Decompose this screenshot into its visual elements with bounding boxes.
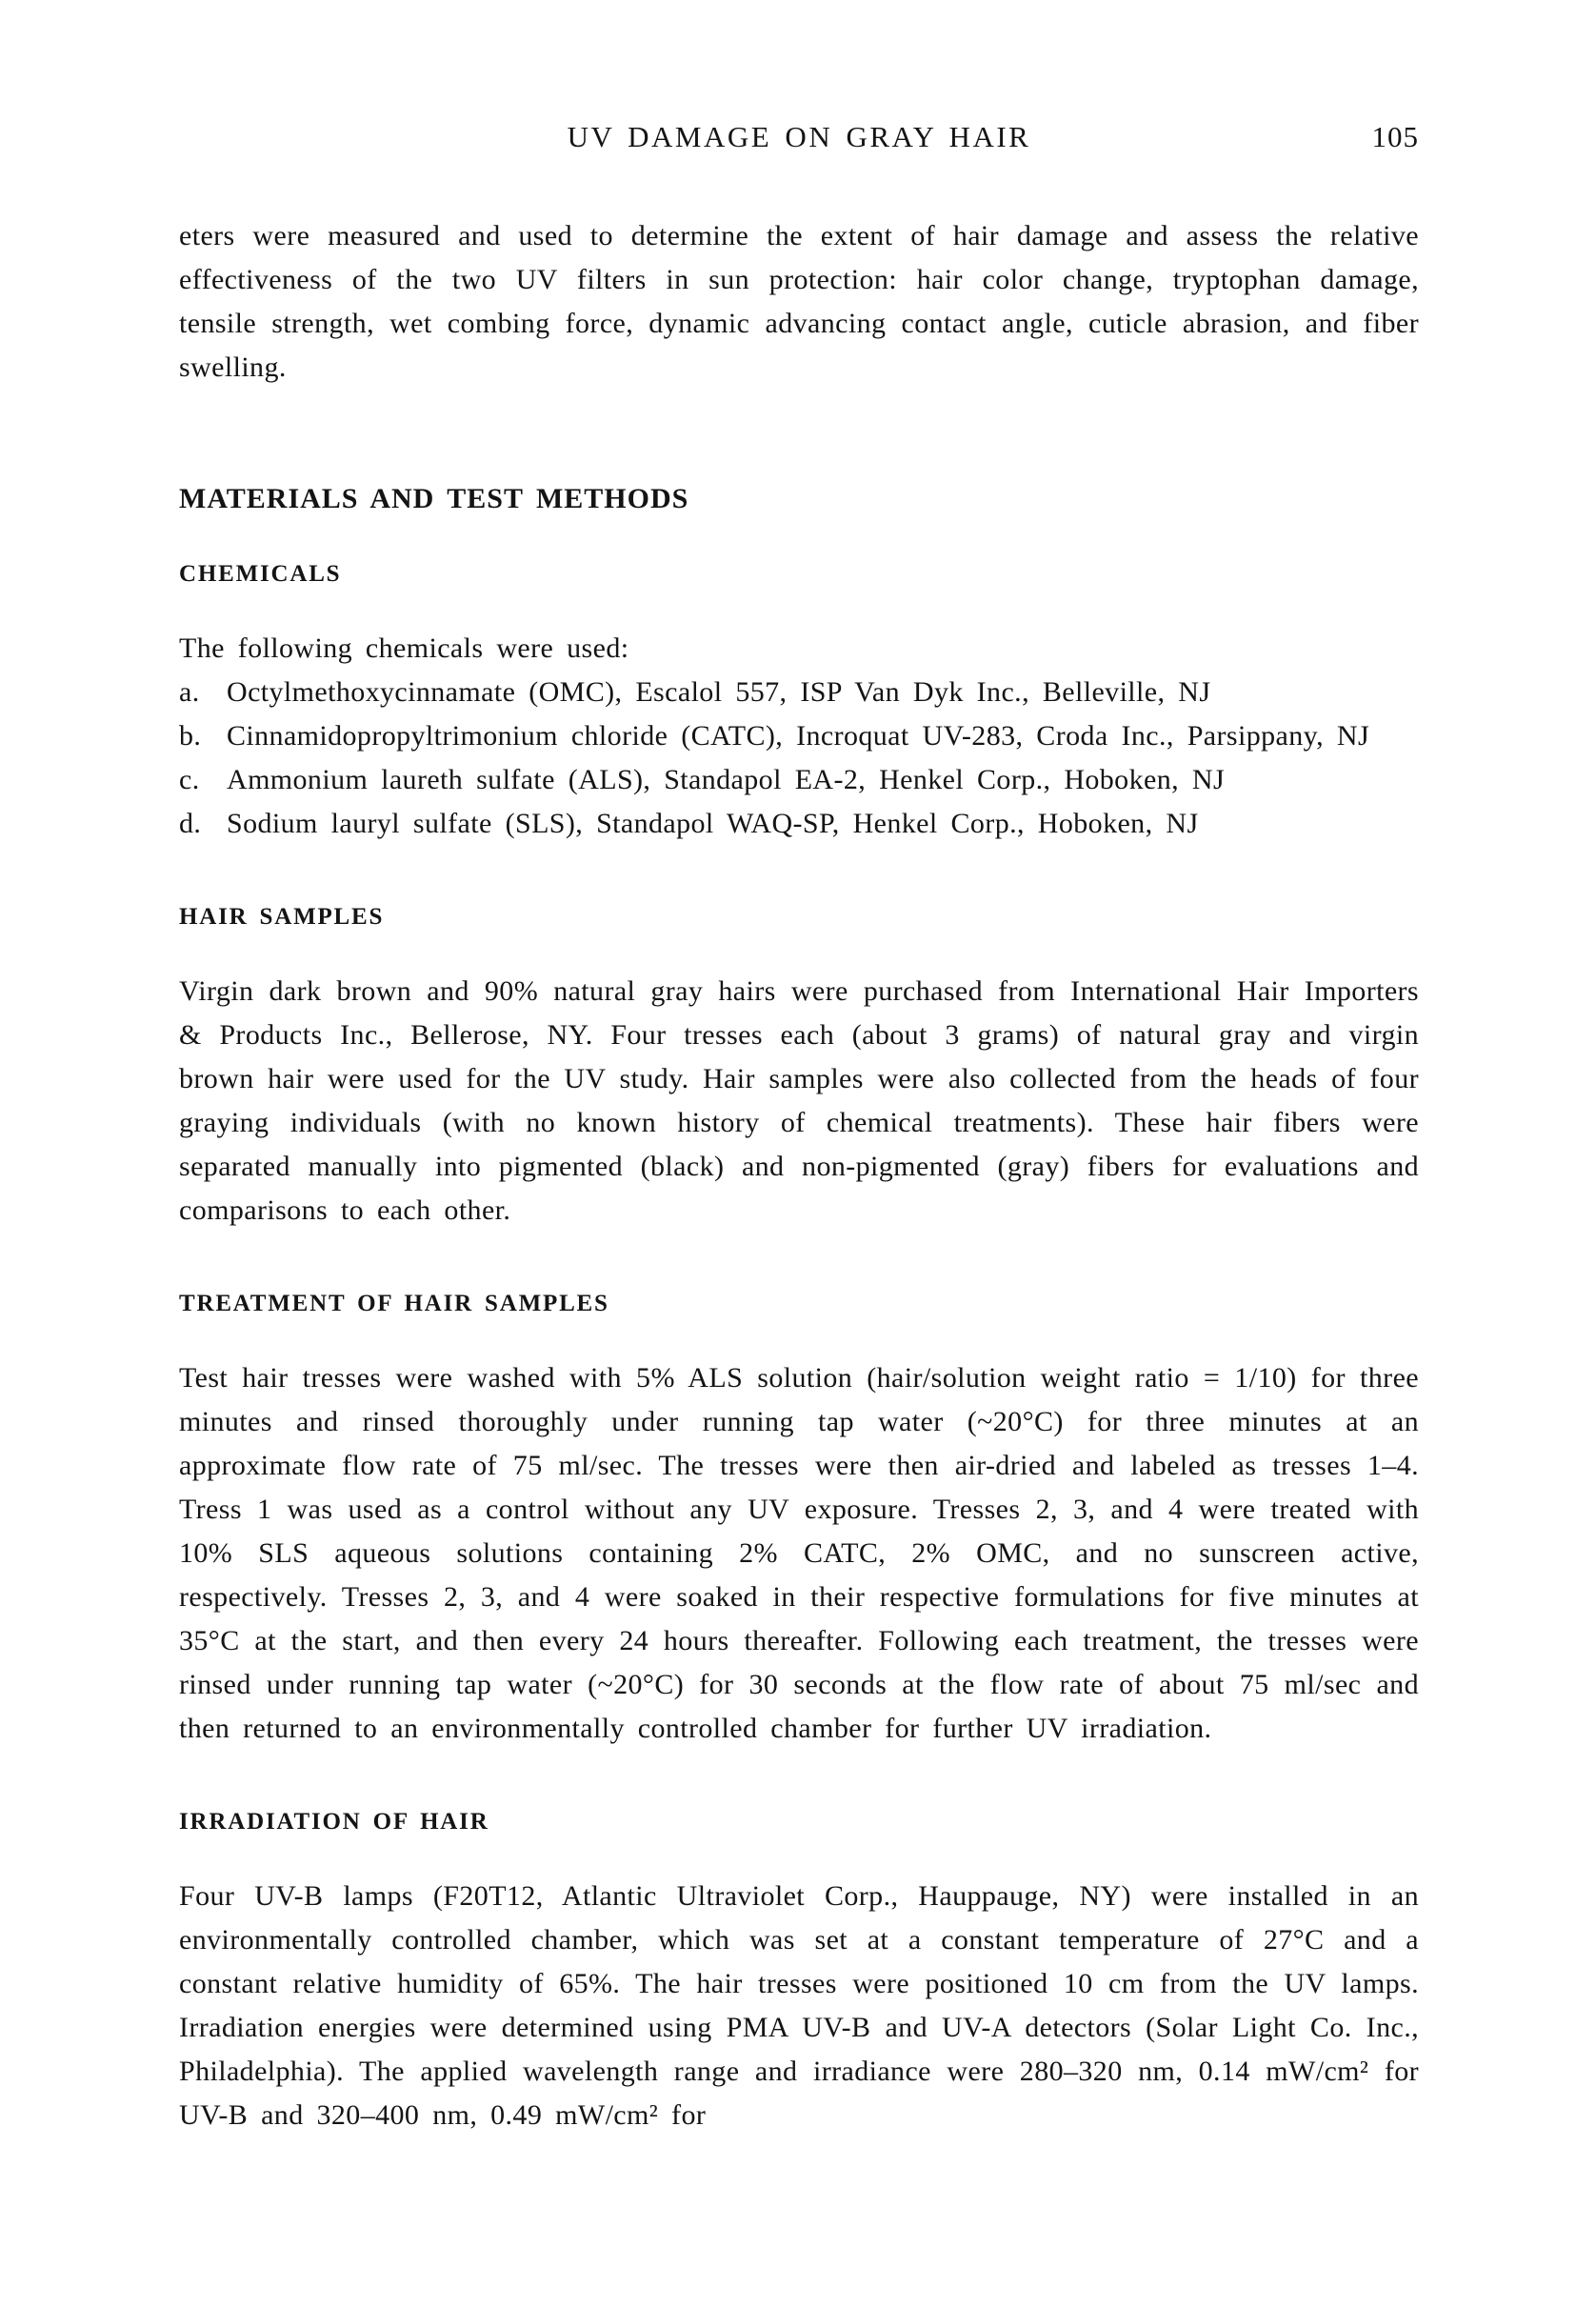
materials-and-test-methods-heading: MATERIALS AND TEST METHODS [179, 483, 689, 514]
list-item [179, 802, 1419, 846]
chemicals-heading: CHEMICALS [179, 561, 342, 587]
hair-samples-paragraph: Virgin dark brown and 90% natural gray hairs were purchased from International Hair Importers & Products Inc., Bellerose, NY. Four tresses each (about 3 grams) of natural gray and virgin brown hair were used for the UV study. Hair samples were also collected from the heads of four graying individuals (with no known history of chemical treatments). These hair fibers were separated manually into pigmented (black) and non-pigmented (gray) fibers for evaluations and comparisons to each other. [179, 975, 1419, 1226]
list-item-label: d. [179, 808, 202, 839]
hair-samples-heading: HAIR SAMPLES [179, 904, 385, 930]
list-item [179, 758, 1419, 802]
irradiation-of-hair-heading: IRRADIATION OF HAIR [179, 1809, 489, 1835]
list-item-text: Ammonium laureth sulfate (ALS), Standapol EA-2, Henkel Corp., Hoboken, NJ [227, 764, 1226, 795]
page-header [179, 120, 1419, 158]
treatment-of-hair-samples-heading: TREATMENT OF HAIR SAMPLES [179, 1291, 609, 1316]
running-head-title: UV DAMAGE ON GRAY HAIR [567, 120, 1031, 153]
list-item-label: c. [179, 764, 200, 795]
text-column [179, 214, 1419, 2137]
chemicals-list [179, 671, 1419, 846]
chemicals-intro: The following chemicals were used: [179, 632, 629, 664]
list-item-text: Sodium lauryl sulfate (SLS), Standapol WAQ-SP, Henkel Corp., Hoboken, NJ [227, 808, 1199, 839]
continuation-paragraph: eters were measured and used to determine the extent of hair damage and assess the relative effectiveness of the two UV filters in sun protection: hair color change, tryptophan damage, tensile strength, wet combing force, dynamic advancing contact angle, cuticle abrasion, and fiber swelling. [179, 220, 1419, 383]
irradiation-paragraph: Four UV-B lamps (F20T12, Atlantic Ultraviolet Corp., Hauppauge, NY) were installed in an environmentally controlled chamber, which was set at a constant temperature of 27°C and a constant relative humidity of 65%. The hair tresses were positioned 10 cm from the UV lamps. Irradiation energies were determined using PMA UV-B and UV-A detectors (Solar Light Co. Inc., Philadelphia). The applied wavelength range and irradiance were 280–320 nm, 0.14 mW/cm² for UV-B and 320–400 nm, 0.49 mW/cm² for [179, 1880, 1419, 2131]
list-item [179, 671, 1419, 714]
list-item-text: Cinnamidopropyltrimonium chloride (CATC), Incroquat UV-283, Croda Inc., Parsippany, NJ [227, 720, 1370, 752]
list-item-label: b. [179, 720, 202, 752]
list-item-label: a. [179, 676, 200, 708]
list-item-text: Octylmethoxycinnamate (OMC), Escalol 557, ISP Van Dyk Inc., Belleville, NJ [227, 676, 1211, 708]
treatment-paragraph: Test hair tresses were washed with 5% ALS solution (hair/solution weight ratio = 1/10) for three minutes and rinsed thoroughly under running tap water (~20°C) for three minutes at an approximate flow rate of 75 ml/sec. The tresses were then air-dried and labeled as tresses 1–4. Tress 1 was used as a control without any UV exposure. Tresses 2, 3, and 4 were treated with 10% SLS aqueous solutions containing 2% CATC, 2% OMC, and no sunscreen active, respectively. Tresses 2, 3, and 4 were soaked in their respective formulations for five minutes at 35°C at the start, and then every 24 hours thereafter. Following each treatment, the tresses were rinsed under running tap water (~20°C) for 30 seconds at the flow rate of about 75 ml/sec and then returned to an environmentally controlled chamber for further UV irradiation. [179, 1362, 1419, 1744]
list-item [179, 714, 1419, 758]
page-number: 105 [1371, 120, 1419, 153]
